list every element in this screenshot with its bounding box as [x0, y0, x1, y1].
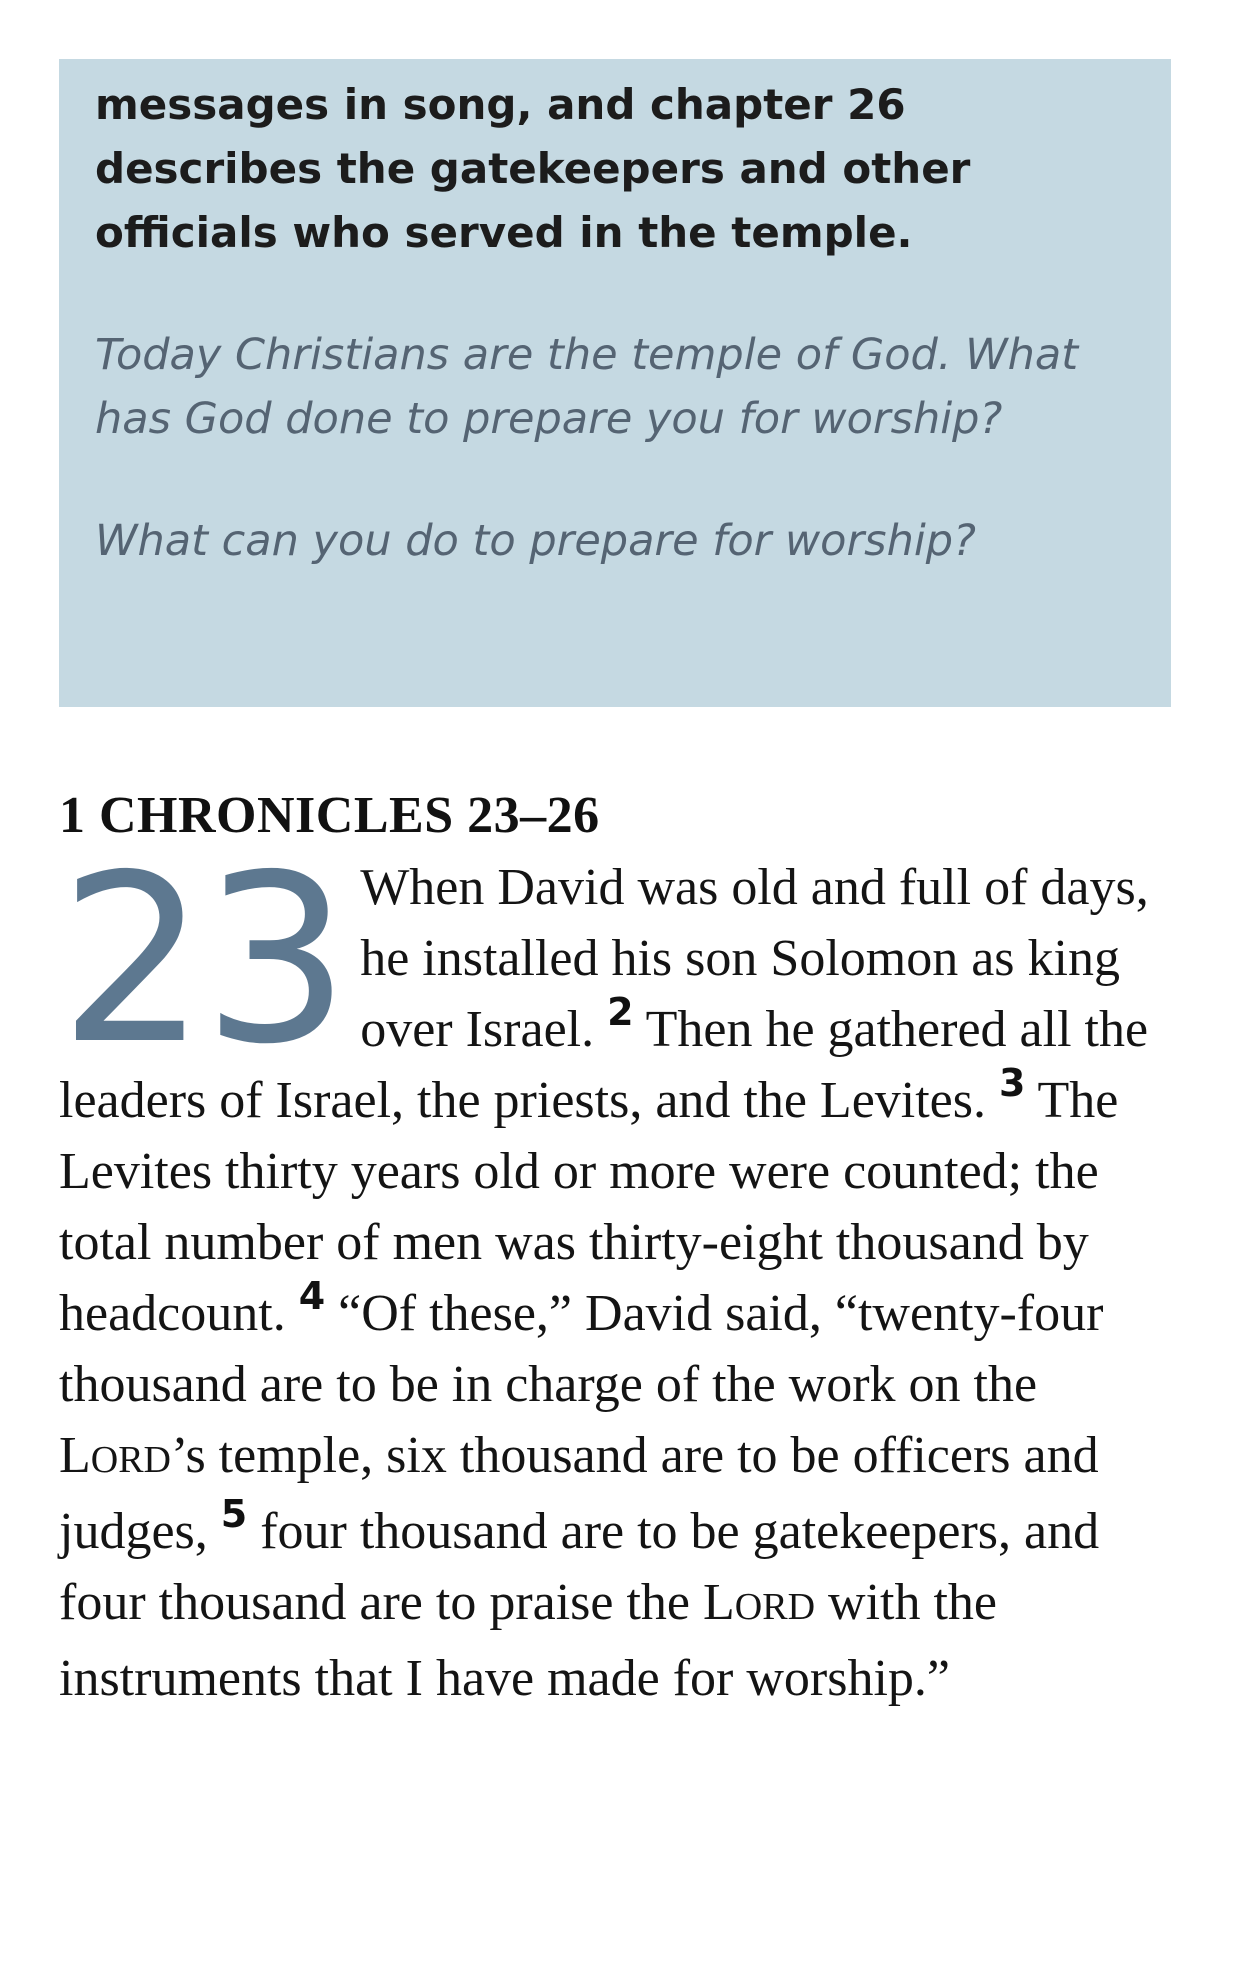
verse-4-text-part-1: “Of these,” David said, “twenty-four thousand are to be in charge of the work on the L — [59, 1285, 1104, 1484]
verse-5-text-part-2: with the instruments that I have made for worship.” — [59, 1574, 997, 1707]
chapter-number: 23 — [59, 825, 347, 1095]
reflection-question-2: What can you do to prepare for worship? — [95, 516, 976, 566]
verse-5-text-part-1: four thousand are to be gatekeepers, and four thousand are to praise the L — [59, 1503, 1100, 1631]
verse-1-text: When David was old and full of days, he installed his son Solomon as king over Israel. — [360, 859, 1149, 1058]
passage-heading: 1 CHRONICLES 23–26 — [59, 787, 600, 844]
verse-number-5: 5 — [220, 1492, 248, 1537]
lord-small-caps-1: ORD — [90, 1439, 171, 1481]
verse-2-text: Then he gathered all the leaders of Israel, the priests, and the Levites. — [59, 1001, 1149, 1129]
verse-number-3: 3 — [999, 1061, 1026, 1106]
callout-summary-text: messages in song, and chapter 26 describes the gatekeepers and other officials who served in the temple. — [95, 80, 971, 257]
verse-number-4: 4 — [298, 1274, 326, 1319]
verse-3-text: The Levites thirty years old or more were counted; the total number of men was thirty-eight thousand by headcount. — [59, 1072, 1119, 1342]
verse-number-2: 2 — [607, 990, 634, 1035]
reflection-question-1: Today Christians are the temple of God. What has God done to prepare you for worship? — [95, 330, 1079, 444]
lord-small-caps-2: ORD — [734, 1586, 816, 1628]
scripture-passage — [59, 825, 1179, 1714]
reflection-callout-box — [59, 59, 1171, 707]
verse-4-text-part-2: ’s temple, six thousand are to be officers and judges, — [59, 1427, 1099, 1560]
